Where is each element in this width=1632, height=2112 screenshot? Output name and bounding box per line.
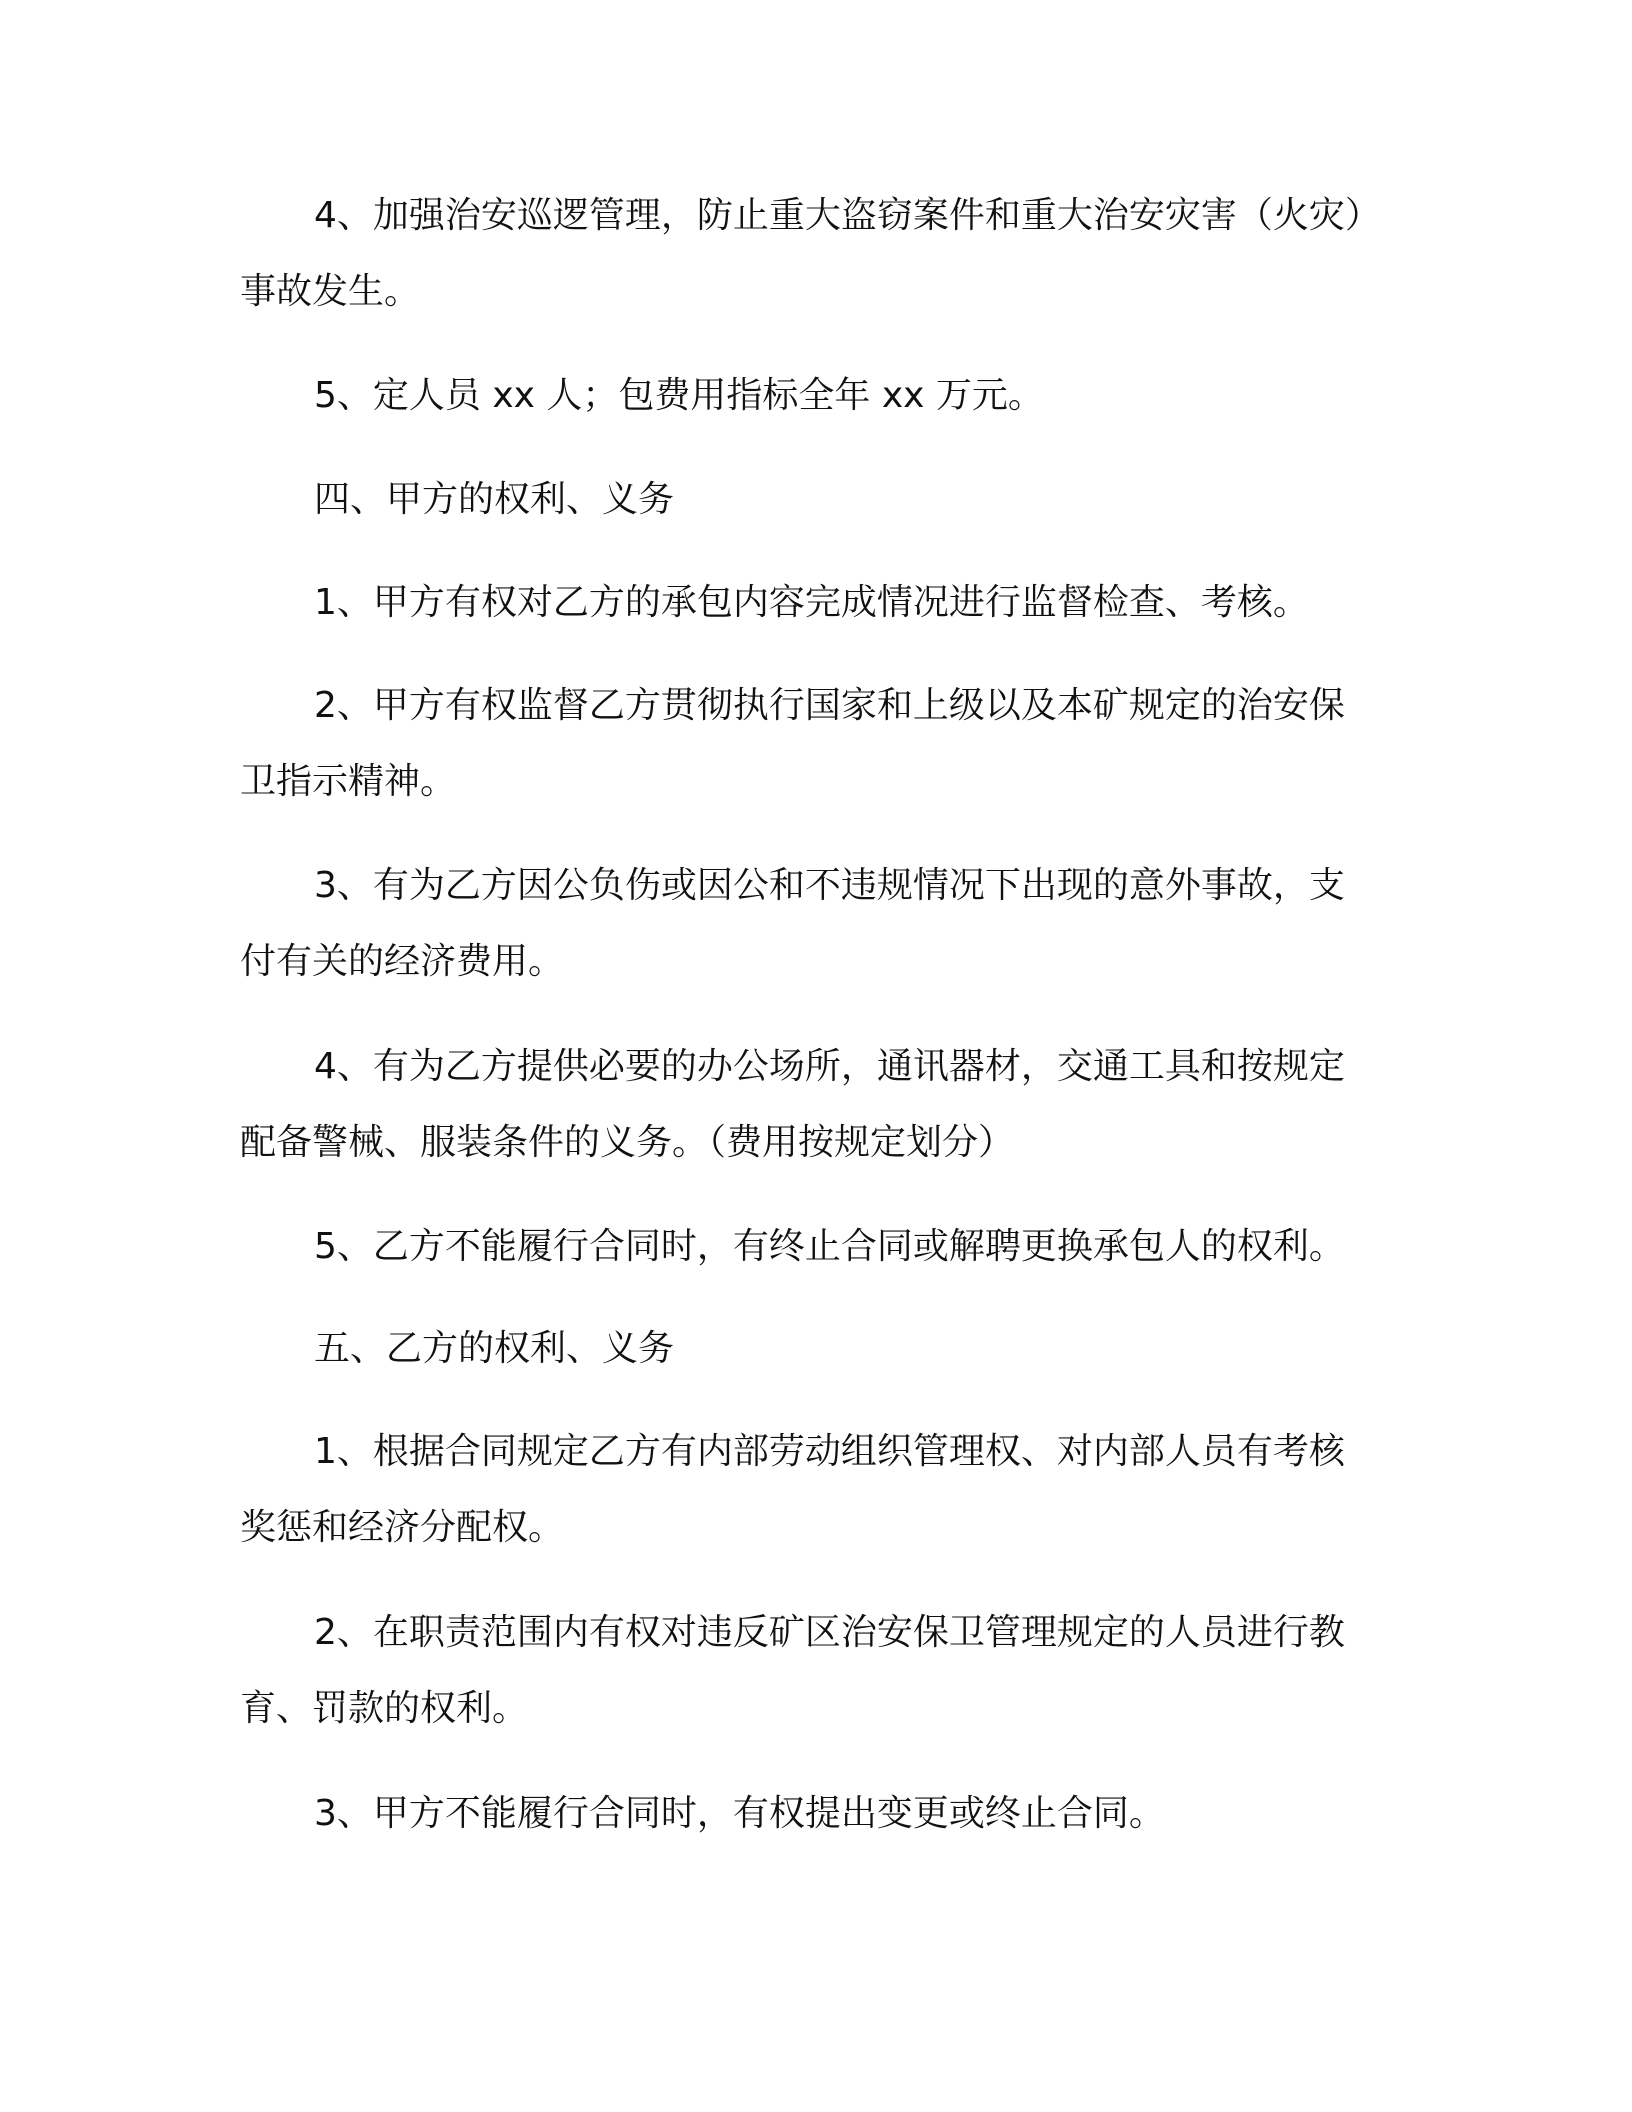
paragraph-b-1	[240, 1414, 1380, 1566]
paragraph-item-4-patrol	[240, 178, 1380, 330]
paragraph-line: 4、有为乙方提供必要的办公场所，通讯器材，交通工具和按规定	[314, 1046, 1345, 1087]
paragraph-line: 3、有为乙方因公负伤或因公和不违规情况下出现的意外事故，支	[314, 865, 1345, 906]
paragraph-line: 5、定人员 xx 人；包费用指标全年 xx 万元。	[314, 375, 1044, 416]
paragraph-line: 奖惩和经济分配权。	[240, 1507, 565, 1548]
paragraph-line: 育、罚款的权利。	[240, 1688, 529, 1729]
paragraph-line: 配备警械、服装条件的义务。（费用按规定划分）	[240, 1122, 1015, 1163]
section-heading-party-b	[240, 1311, 1380, 1387]
paragraph-item-5-staffing	[240, 358, 1380, 434]
paragraph-line: 2、在职责范围内有权对违反矿区治安保卫管理规定的人员进行教	[314, 1612, 1345, 1653]
paragraph-line: 付有关的经济费用。	[240, 941, 565, 982]
paragraph-line: 卫指示精神。	[240, 761, 457, 802]
section-heading-text: 五、乙方的权利、义务	[314, 1328, 675, 1369]
paragraph-line: 2、甲方有权监督乙方贯彻执行国家和上级以及本矿规定的治安保	[314, 685, 1345, 726]
paragraph-a-5	[240, 1209, 1380, 1285]
paragraph-line: 3、甲方不能履行合同时，有权提出变更或终止合同。	[314, 1793, 1165, 1834]
paragraph-line: 事故发生。	[240, 271, 421, 312]
paragraph-a-4	[240, 1029, 1380, 1181]
paragraph-line: 5、乙方不能履行合同时，有终止合同或解聘更换承包人的权利。	[314, 1226, 1345, 1267]
paragraph-line: 1、甲方有权对乙方的承包内容完成情况进行监督检查、考核。	[314, 582, 1309, 623]
paragraph-b-3	[240, 1776, 1380, 1852]
paragraph-a-2	[240, 668, 1380, 820]
paragraph-b-2	[240, 1595, 1380, 1747]
paragraph-a-3	[240, 848, 1380, 1000]
section-heading-party-a	[240, 462, 1380, 538]
paragraph-line: 4、加强治安巡逻管理，防止重大盗窃案件和重大治安灾害（火灾）	[314, 195, 1381, 236]
section-heading-text: 四、甲方的权利、义务	[314, 479, 675, 520]
paragraph-line: 1、根据合同规定乙方有内部劳动组织管理权、对内部人员有考核	[314, 1431, 1345, 1472]
paragraph-a-1	[240, 565, 1380, 641]
